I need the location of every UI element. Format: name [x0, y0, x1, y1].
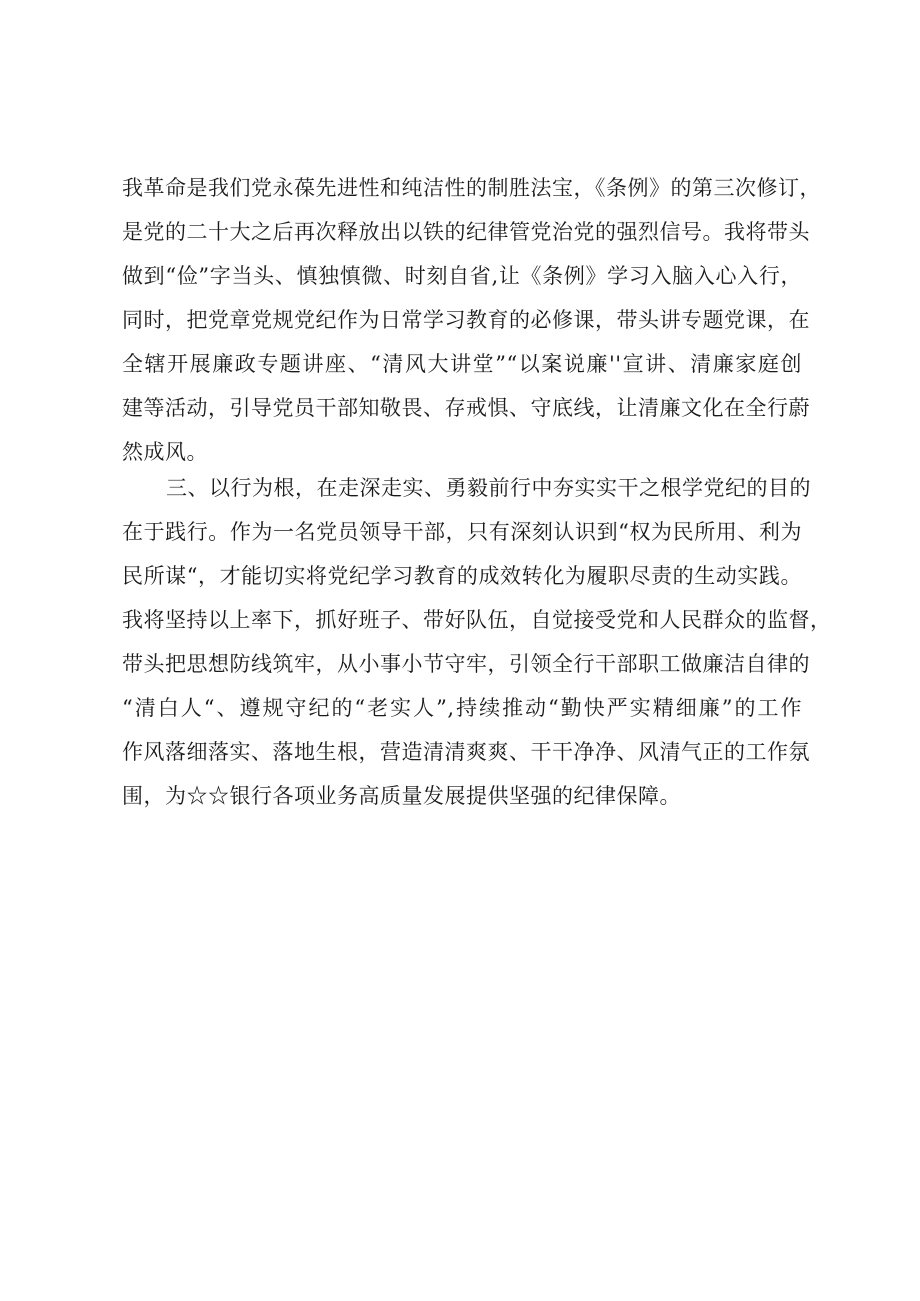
paragraph-line: 建等活动，引导党员干部知敬畏、存戒惧、守底线，让清廉文化在全行蔚	[122, 396, 810, 420]
paragraph-line: 三、以行为根，在走深走实、勇毅前行中夯实实干之根学党纪的目的	[166, 476, 811, 500]
paragraph-line: 在于践行。作为一名党员领导干部，只有深刻认识到“权为民所用、利为	[122, 520, 802, 544]
paragraph-line: 同时，把党章党规党纪作为日常学习教育的必修课，带头讲专题党课，在	[122, 308, 810, 332]
paragraph-line: 然成风。	[122, 440, 208, 464]
paragraph-2	[122, 466, 832, 818]
paragraph-1	[122, 166, 821, 474]
paragraph-line: 我将坚持以上率下，抓好班子、带好队伍，自觉接受党和人民群众的监督，	[122, 608, 832, 632]
paragraph-line: 带头把思想防线筑牢，从小事小节守牢，引领全行干部职工做廉洁自律的	[122, 652, 810, 676]
paragraph-line: 做到“俭”字当头、慎独慎微、时刻自省,让《条例》学习入脑入心入行，	[122, 264, 802, 288]
paragraph-line: 是党的二十大之后再次释放出以铁的纪律管党治党的强烈信号。我将带头	[122, 220, 810, 244]
paragraph-line: 民所谋“，才能切实将党纪学习教育的成效转化为履职尽责的生动实践。	[122, 564, 802, 588]
paragraph-line: 围，为☆☆银行各项业务高质量发展提供坚强的纪律保障。	[122, 784, 681, 808]
paragraph-line: “清白人“、遵规守纪的“老实人”,持续推动“勤快严实精细廉”的工作	[122, 696, 802, 720]
paragraph-line: 作风落细落实、落地生根，营造清清爽爽、干干净净、风清气正的工作氛	[122, 740, 810, 764]
paragraph-line: 我革命是我们党永葆先进性和纯洁性的制胜法宝，《条例》的第三次修订，	[122, 176, 821, 200]
paragraph-line: 全辖开展廉政专题讲座、“清风大讲堂”“以案说廉''宣讲、清廉家庭创	[122, 352, 802, 376]
